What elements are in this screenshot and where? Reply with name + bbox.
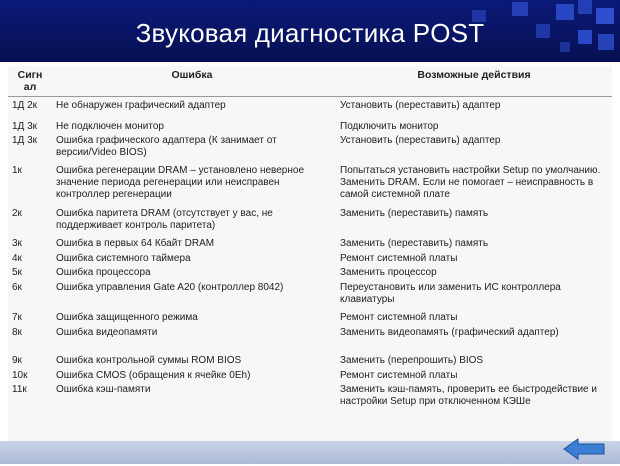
action-cell: Ремонт системной платы bbox=[340, 370, 458, 381]
error-cell: Ошибка управления Gate A20 (контроллер 8042) bbox=[56, 282, 284, 293]
signal-cell: 1Д 3к bbox=[12, 135, 38, 146]
action-cell: Ремонт системной платы bbox=[340, 253, 458, 264]
error-cell: Ошибка защищенного режима bbox=[56, 312, 198, 323]
error-cell: Ошибка процессора bbox=[56, 267, 151, 278]
error-cell: Ошибка системного таймера bbox=[56, 253, 191, 264]
back-button[interactable] bbox=[562, 437, 606, 461]
header-error: Ошибка bbox=[171, 69, 213, 81]
slide-header bbox=[0, 0, 620, 62]
signal-cell: 4к bbox=[12, 253, 22, 264]
action-cell: Установить (переставить) адаптер bbox=[340, 135, 501, 146]
action-cell: Ремонт системной платы bbox=[340, 312, 458, 323]
signal-cell: 6к bbox=[12, 282, 22, 293]
signal-cell: 8к bbox=[12, 327, 22, 338]
error-cell: Ошибка в первых 64 Кбайт DRAM bbox=[56, 238, 215, 249]
action-cell: Заменить кэш-память, проверить ее быстродействие и настройки Setup при отключенном КЭШе bbox=[340, 384, 597, 407]
signal-cell: 11к bbox=[12, 384, 27, 395]
page-title: Звуковая диагностика POST bbox=[135, 18, 485, 48]
signal-cell: 5к bbox=[12, 267, 22, 278]
action-cell: Подключить монитор bbox=[340, 121, 439, 132]
signal-cell: 10к bbox=[12, 370, 28, 381]
error-cell: Не обнаружен графический адаптер bbox=[56, 100, 226, 111]
action-cell: Заменить (перепрошить) BIOS bbox=[340, 355, 484, 366]
action-cell: Установить (переставить) адаптер bbox=[340, 100, 501, 111]
error-cell: Ошибка регенерации DRAM – установлено неверное значение периода регенерации или неисправен контроллер регенерации bbox=[56, 165, 305, 200]
signal-cell: 3к bbox=[12, 238, 22, 249]
signal-cell: 1к bbox=[12, 165, 22, 176]
error-cell: Ошибка CMOS (обращения к ячейке 0Eh) bbox=[56, 370, 251, 381]
signal-cell: 1Д 2к bbox=[12, 100, 38, 111]
error-cell: Ошибка паритета DRAM (отсутствует у вас, не поддерживает контроль паритета) bbox=[56, 208, 273, 231]
left-arrow-icon bbox=[562, 437, 606, 461]
error-cell: Не подключен монитор bbox=[56, 121, 164, 132]
error-cell: Ошибка кэш-памяти bbox=[56, 384, 151, 395]
slide-footer bbox=[0, 441, 620, 464]
action-cell: Заменить (переставить) память bbox=[340, 238, 489, 249]
action-cell: Заменить видеопамять (графический адаптер) bbox=[340, 327, 559, 338]
action-cell: Заменить процессор bbox=[340, 267, 437, 278]
signal-cell: 2к bbox=[12, 208, 22, 219]
signal-cell: 7к bbox=[12, 312, 22, 323]
diagnostics-table bbox=[8, 66, 612, 441]
signal-cell: 9к bbox=[12, 355, 22, 366]
action-cell: Попытаться установить настройки Setup по умолчанию. Заменить DRAM. Если не помогает – неисправность в самой системной плате bbox=[340, 165, 601, 200]
error-cell: Ошибка видеопамяти bbox=[56, 327, 158, 338]
action-cell: Заменить (переставить) память bbox=[340, 208, 489, 219]
error-cell: Ошибка графического адаптера (К занимает от версии/Video BIOS) bbox=[56, 135, 277, 158]
signal-cell: 1Д 3к bbox=[12, 121, 38, 132]
header-actions: Возможные действия bbox=[417, 69, 531, 81]
error-cell: Ошибка контрольной суммы ROM BIOS bbox=[56, 355, 242, 366]
header-signal: Сигн ал bbox=[17, 69, 43, 93]
action-cell: Переустановить или заменить ИС контроллера клавиатуры bbox=[340, 282, 561, 305]
table-header bbox=[8, 66, 612, 97]
